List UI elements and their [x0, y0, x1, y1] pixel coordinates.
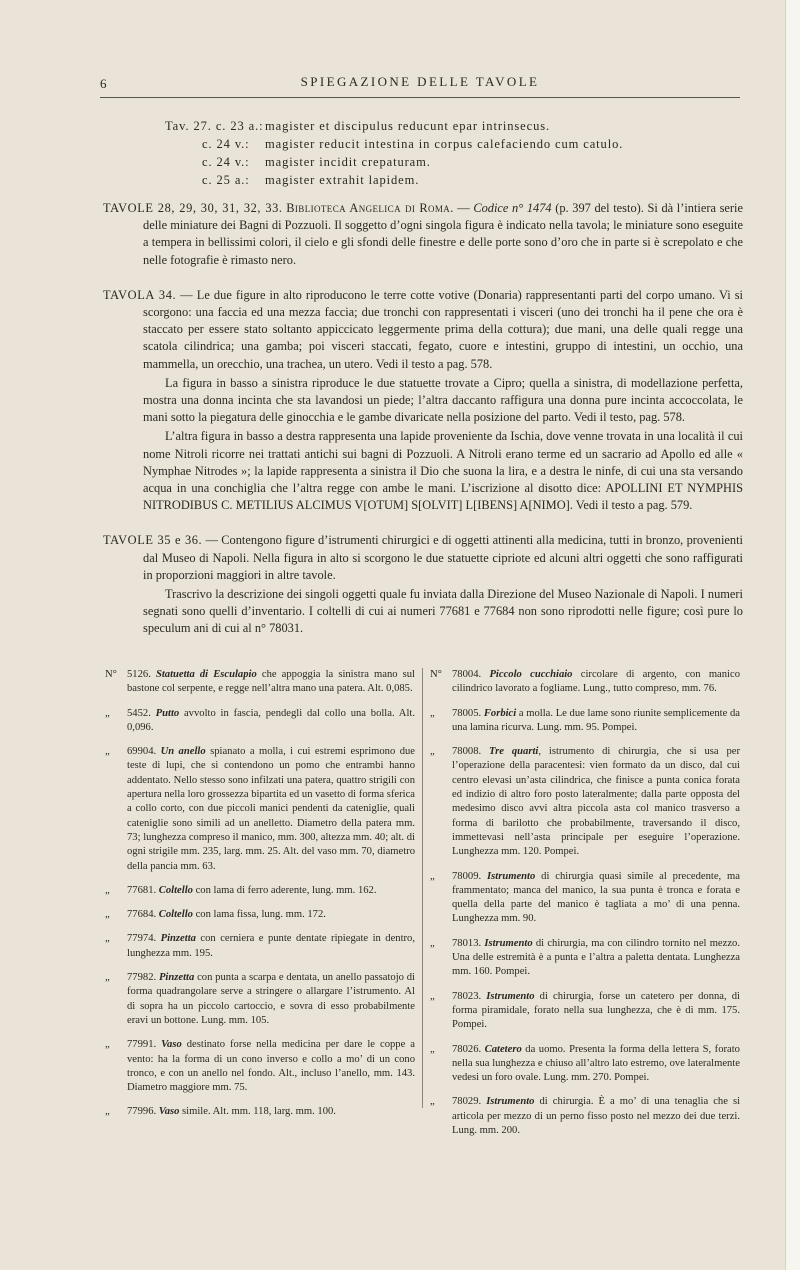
page-edge	[786, 0, 800, 1270]
paragraph: La figura in basso a sinistra riproduce le due statuette trovate a Cipro; quella a sinistra, di modellazione perfetta, mostra una donna incinta che sta lavandosi un piede; l’altra daccanto raffigura una donna pure incinta accoccolata, le mani sotto la piegatura delle ginocchia e le gambe divaricate nella posizione del parto. Vedi il testo, pag. 578.	[143, 375, 743, 425]
paragraph-text: — Contengono figure d’istrumenti chirurgici e di oggetti attinenti alla medicina, tutti in bronzo, provenienti dal Museo di Napoli. Nella figura in alto si scorgono le due statuette cipriote ed alcuni altri oggetti che sono raffigurati in proporzioni maggiori in altre tavole.	[143, 533, 743, 582]
section-tavole-28-33	[103, 200, 743, 269]
inventory-item	[105, 971, 415, 1028]
item-name: Istrumento	[484, 937, 533, 949]
item-number: 77974.	[127, 933, 157, 945]
item-number: 78023.	[452, 990, 482, 1002]
item-number: 77982.	[127, 972, 157, 984]
item-description: destinato forse nella medicina per dare le coppe a vento: ha la forma di un cono inverso e collo a mo’ di un cono tronco, e con un anello nel fondo. Alt., incluso l’anello, mm. 143. Diametro maggiore mm. 75.	[127, 1039, 415, 1094]
item-prefix: N°	[430, 669, 442, 680]
item-number: 78029.	[452, 1096, 482, 1108]
item-prefix: „	[430, 746, 435, 758]
item-name: Forbici	[483, 707, 517, 719]
paragraph-text: (p. 397 del testo). Si dà l’intiera serie delle miniature dei Bagni di Pozzuoli. Il soggetto d’ogni singola figura è indicato nella tavola; le miniature sono eseguite a tempera in bellissimi colori, il cielo e gli sfondi delle finestre e delle porte sono d’oro che in parte si è screpolato e che nelle fotografie è rimasto nero.	[143, 201, 743, 267]
item-name: Un anello	[160, 746, 206, 758]
item-description: da uomo. Presenta la forma della lettera S, forato nella sua lunghezza e chiuso all’altro lato estremo, ove lateralmente vedesi un foro ovale. Lung. mm. 270. Pompei.	[452, 1043, 740, 1084]
item-prefix: „	[430, 870, 435, 882]
item-name: Tre quarti	[489, 746, 539, 758]
item-number: 77681.	[127, 884, 157, 896]
section-heading: TAVOLE 35 e 36.	[103, 533, 203, 548]
item-prefix: „	[430, 1096, 435, 1108]
inventory-item	[430, 707, 740, 736]
item-number: 77996.	[127, 1106, 157, 1118]
item-number: 77991.	[127, 1039, 157, 1051]
main-text	[103, 200, 743, 656]
item-description: circolare di argento, con manico cilindrico lavorato a fogliame. Lung., tutto compreso, mm. 76.	[452, 669, 740, 695]
item-prefix: „	[430, 707, 435, 719]
item-name: Putto	[155, 707, 180, 719]
item-prefix: „	[105, 884, 110, 896]
tav27-ref: c. 25 a.:	[202, 173, 250, 187]
item-description: spianato a molla, i cui estremi esprimono due teste di lupi, che si contendono un pomo che entrambi hanno addentato. Nello stesso sono infilzati una patera, quattro strigili con apertura nella loro grossezza bipartita ed un vasetto di forma sferica a collo corto, con due piccoli manici pendenti da cateniglie, quali cateniglie sono simili ad un anelletto. Diametro della patera mm. 73; lunghezza compreso il manico, mm. 300, altezza mm. 40; alt. di ogni strigile mm. 235, larg. mm. 25. Alt. del vaso mm. 70, diametro della pancia mm. 63.	[127, 746, 415, 872]
item-prefix: „	[105, 1039, 110, 1051]
library-name: Biblioteca Angelica di Roma.	[286, 201, 454, 215]
item-description: di chirurgia, forse un catetero per donna, di forma piramidale, forato nella sua lunghezza, che è di mm. 175. Pompei.	[452, 990, 740, 1031]
item-name: Vaso	[161, 1039, 182, 1051]
item-description: con lama di ferro aderente, lung. mm. 162.	[192, 884, 377, 896]
item-name: Istrumento	[486, 1096, 535, 1108]
paragraph-text: — Le due figure in alto riproducono le terre cotte votive (Donaria) rappresentanti parti del corpo umano. Vi si scorgono: una faccia ed una mezza faccia; due tronchi con rappresentati i visceri (uno dei tronchi ha il pene che ora è staccato per essere stato soltanto appiccicato leggermente prima della cottura); due mani, una delle quali regge una scatola cilindrica; una gamba; poi visceri staccati, fegato, cuore e intestini, gruppo di intestini, un occhio, una mammella, un orecchio, una trachea, un utero. Vedi il testo a pag. 578.	[143, 287, 743, 371]
inventory-item	[430, 870, 740, 927]
tav27-ref: c. 24 v.:	[202, 137, 250, 151]
tav27-text: magister extrahit lapidem.	[265, 173, 420, 187]
item-description: con punta a scarpa e dentata, un anello passatojo di forma quadrangolare serve a stringere o allargare l’istrumento. Al di sopra ha un piccolo cartoccio, e sovra di esso probabilmente eravi un bottone. Lung. mm. 105.	[127, 972, 415, 1026]
item-prefix: „	[430, 1043, 435, 1055]
item-number: 5452.	[127, 707, 151, 719]
tav27-row	[165, 117, 725, 135]
codex-ref: Codice n° 1474	[473, 201, 552, 215]
tav27-list	[165, 117, 725, 189]
item-description: di chirurgia, ma con cilindro tornito nel mezzo. Una delle estremità è a punta e l’altra a paletta dentata. Lunghezza mm. 160. Pompei.	[452, 937, 740, 978]
inventory-item	[105, 745, 415, 874]
inventory-item	[105, 908, 415, 922]
paragraph: L’altra figura in basso a destra rappresenta una lapide proveniente da Ischia, dove venne trovata in una località il cui nome Nitroli ricorre nei trattati antichi sui bagni di Pozzuoli. A Nitroli erano terme ed un sacrario ad Apollo ed alle « Nymphae Nitrodes »; la lapide rappresenta a sinistra il Dio che suona la lira, e a destra le ninfe, di cui una sta versando acqua in una conchiglia che l’altra regge con ambe le mani. L’iscrizione al disotto dice: APOLLINI ET NYMPHIS NITRODIBUS C. METILIUS ALCIMUS V[OTUM] S[OLVIT] L[IBENS] A[NIMO]. Vedi il testo a pag. 579.	[143, 429, 743, 513]
item-description: con cerniera e punte dentate ripiegate in dentro, lunghezza mm. 195.	[127, 933, 415, 959]
item-name: Pinzetta	[160, 933, 196, 945]
item-description: di chirurgia. È a mo’ di una tenaglia che si articola per mezzo di un perno fisso posto nel mezzo dei due terzi. Lung. mm. 200.	[452, 1096, 741, 1137]
tav27-text: magister reducit intestina in corpus calefaciendo cum catulo.	[265, 137, 624, 151]
paragraph: Trascrivo la descrizione dei singoli oggetti quale fu inviata dalla Direzione del Museo Nazionale di Napoli. I numeri segnati sono quelli d’inventario. I coltelli di cui ai numeri 77681 e 77684 non sono riprodotti nelle figure; così pure lo speculum ani di cui al n° 78031.	[143, 587, 743, 636]
item-prefix: „	[105, 909, 110, 921]
running-title: SPIEGAZIONE DELLE TAVOLE	[300, 74, 540, 89]
paragraph	[103, 532, 743, 584]
paragraph	[103, 287, 743, 373]
inventory-column-right	[430, 668, 740, 1148]
inventory-item	[105, 707, 415, 736]
item-name: Piccolo cucchiaio	[489, 669, 573, 680]
item-prefix: „	[105, 972, 110, 984]
section-heading: TAVOLE 28, 29, 30, 31, 32, 33.	[103, 201, 283, 215]
inventory-item	[430, 745, 740, 859]
item-name: Pinzetta	[158, 972, 195, 984]
section-tavola-34	[103, 287, 743, 515]
section-heading: TAVOLA 34.	[103, 287, 177, 302]
dash: —	[453, 201, 474, 215]
item-description: di chirurgia quasi simile al precedente, ma frammentato; manca del manico, la sua punta è tronca e forata e quella della parte del manico è tagliata a mo’ di una penna. Lunghezza mm. 90.	[452, 870, 740, 925]
inventory-item	[430, 937, 740, 980]
paragraph	[103, 200, 743, 269]
tav27-text: magister et discipulus reducunt epar intrinsecus.	[265, 119, 551, 133]
tav27-row	[165, 135, 725, 153]
inventory-item	[105, 1105, 415, 1119]
item-name: Istrumento	[487, 870, 536, 882]
inventory-item	[105, 1038, 415, 1095]
inventory-item	[430, 1043, 740, 1086]
item-description: con lama fissa, lung. mm. 172.	[192, 909, 326, 921]
item-prefix: „	[430, 990, 435, 1002]
tav27-ref: Tav. 27. c. 23 a.:	[165, 119, 264, 133]
item-number: 78008.	[452, 746, 482, 758]
section-tavole-35-36	[103, 532, 743, 637]
item-prefix: „	[105, 746, 110, 758]
tav27-text: magister incidit crepaturam.	[265, 155, 431, 169]
tav27-row	[165, 153, 725, 171]
item-name: Statuetta di Esculapio	[155, 669, 257, 680]
inventory-item	[430, 990, 740, 1033]
item-description: , istrumento di chirurgia, che si usa per l’operazione della paracentesi: vien formato da un disco, dal cui centro elevasi un’asta cilindrica, che finisce a punta conica forata ed indizio di altro foro posto lateralmente; dalla parte opposta del medesimo disco avvi altra piccola asta col manico trasverso a forma di barilotto che probabilmente, traversando il disco, immettevasi nell’asta principale per eseguire l’operazione. Lunghezza mm. 120. Pompei.	[452, 746, 740, 858]
tav27-ref: c. 24 v.:	[202, 155, 250, 169]
page-header	[100, 72, 740, 102]
item-description: simile. Alt. mm. 118, larg. mm. 100.	[179, 1106, 336, 1118]
inventory-columns	[105, 668, 745, 1138]
inventory-item	[105, 884, 415, 898]
inventory-item	[430, 1095, 740, 1138]
item-number: 78009.	[452, 870, 482, 882]
item-prefix: N°	[105, 669, 117, 680]
item-description: avvolto in fascia, pendegli dal collo una bolla. Alt. 0,096.	[127, 707, 415, 733]
inventory-column-left	[105, 668, 415, 1130]
item-name: Coltello	[158, 884, 193, 896]
column-divider	[422, 668, 423, 1108]
item-number: 78026.	[452, 1043, 482, 1055]
page-number: 6	[100, 76, 107, 91]
item-prefix: „	[105, 707, 110, 719]
item-prefix: „	[430, 937, 435, 949]
item-number: 78005.	[452, 707, 482, 719]
item-number: 5126.	[127, 669, 151, 680]
item-name: Coltello	[158, 909, 193, 921]
item-description: che appoggia la sinistra mano sul bastone col serpente, e regge nell’altra mano una patera. Alt. 0,085.	[127, 669, 415, 695]
item-description: a molla. Le due lame sono riunite semplicemente da una lamina ricurva. Lung. mm. 95. Pompei.	[452, 707, 740, 733]
item-prefix: „	[105, 1106, 110, 1118]
inventory-item	[105, 932, 415, 961]
item-name: Vaso	[158, 1106, 180, 1118]
item-name: Istrumento	[486, 990, 535, 1002]
tav27-row	[165, 171, 725, 189]
header-rule	[100, 97, 740, 98]
item-name: Catetero	[484, 1043, 522, 1055]
inventory-item	[430, 668, 740, 697]
inventory-item	[105, 668, 415, 697]
item-number: 69904.	[127, 746, 157, 758]
item-prefix: „	[105, 933, 110, 945]
item-number: 78013.	[452, 937, 482, 949]
item-number: 77684.	[127, 909, 157, 921]
item-number: 78004.	[452, 669, 482, 680]
